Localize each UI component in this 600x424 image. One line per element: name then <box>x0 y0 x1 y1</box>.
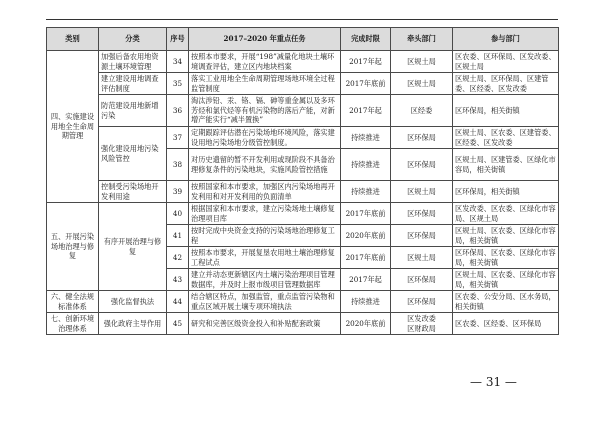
lead-cell: 区环保局 <box>391 149 453 181</box>
deadline-cell: 2017年起 <box>341 51 391 73</box>
deadline-cell: 2017年底前 <box>341 247 391 269</box>
table-row <box>47 51 559 73</box>
task-cell: 淘汰涉铅、汞、铬、镉、砷等重金属以及多环芳烃和氯代烃等有机污染物的落后产能，对新增产能实行“减半置换” <box>189 95 341 127</box>
header-lead: 牵头部门 <box>391 28 453 51</box>
row-number: 45 <box>167 313 189 335</box>
row-number: 37 <box>167 127 189 149</box>
row-number: 42 <box>167 247 189 269</box>
deadline-cell: 持续推进 <box>341 127 391 149</box>
participants-cell: 区规土局、区农委、区绿化市容局，相关街镇 <box>453 225 559 247</box>
deadline-cell: 2020年底前 <box>341 313 391 335</box>
task-table <box>46 27 559 335</box>
participants-cell: 区环保局，相关街镇 <box>453 181 559 203</box>
table-row <box>47 181 559 203</box>
lead-cell: 区环保局 <box>391 225 453 247</box>
header-task: 2017–2020 年重点任务 <box>189 28 341 51</box>
subcategory-cell: 建立建设用地调查评估制度 <box>99 73 167 95</box>
table-row <box>47 203 559 225</box>
subcategory-cell: 强化监督执法 <box>99 291 167 313</box>
lead-cell: 区发改委 区财政局 <box>391 313 453 335</box>
lead-cell: 区环保局 <box>391 203 453 225</box>
category-cell: 四、实施建设用地全生命周期管理 <box>47 51 99 203</box>
task-cell: 按照本市要求，开展“198”减量化地块土壤环境调查评估，建立区内地块档案 <box>189 51 341 73</box>
table-row <box>47 291 559 313</box>
lead-cell: 区环保局 <box>391 291 453 313</box>
participants-cell: 区环保局，相关街镇 <box>453 95 559 127</box>
task-cell: 按照国家和本市要求，加强区内污染场地再开发利用和对开发利用的负面清单 <box>189 181 341 203</box>
header-category: 类别 <box>47 28 99 51</box>
category-cell: 七、创新环境治理体系 <box>47 313 99 335</box>
row-number: 36 <box>167 95 189 127</box>
top-rule <box>46 19 558 20</box>
task-cell: 定期跟踪评估潜在污染场地环境风险，落实建设用地污染场地分级管控制度。 <box>189 127 341 149</box>
header-no: 序号 <box>167 28 189 51</box>
lead-cell: 区规土局 <box>391 73 453 95</box>
header-deadline: 完成时限 <box>341 28 391 51</box>
subcategory-cell: 有序开展治理与修复 <box>99 203 167 291</box>
participants-cell: 区规土局、区农委、区绿化市容局，相关街镇 <box>453 269 559 291</box>
subcategory-cell: 防范建设用地新增污染 <box>99 95 167 127</box>
category-cell: 五、开展污染场地治理与修复 <box>47 203 99 291</box>
participants-cell: 区农委、区环保局、区发改委、区规土局 <box>453 51 559 73</box>
task-cell: 按照本市要求，开展复垦农用地土壤治理修复工程试点 <box>189 247 341 269</box>
task-cell: 根据国家和本市要求，建立污染场地土壤修复治理项目库 <box>189 203 341 225</box>
table-row <box>47 95 559 127</box>
table-row <box>47 127 559 149</box>
lead-cell: 区经委 <box>391 95 453 127</box>
task-cell: 对历史遗留的暂不开发利用或现阶段不具备治理修复条件的污染地块，实施风险管控措施 <box>189 149 341 181</box>
row-number: 38 <box>167 149 189 181</box>
row-number: 39 <box>167 181 189 203</box>
task-cell: 结合辖区特点，加强监管，重点监管污染物和重点区域开展土壤专项环境执法 <box>189 291 341 313</box>
deadline-cell: 2017年底前 <box>341 203 391 225</box>
deadline-cell: 持续推进 <box>341 149 391 181</box>
deadline-cell: 2020年底前 <box>341 225 391 247</box>
category-cell: 六、健全法规标准体系 <box>47 291 99 313</box>
participants-cell: 区环保局、区农委、区绿化市容局，相关街镇 <box>453 247 559 269</box>
participants-cell: 区农委、区经委、区环保局 <box>453 313 559 335</box>
deadline-cell: 持续推进 <box>341 181 391 203</box>
lead-cell: 区规土局 <box>391 51 453 73</box>
row-number: 34 <box>167 51 189 73</box>
deadline-cell: 2017年起 <box>341 269 391 291</box>
lead-cell: 区环保局 <box>391 127 453 149</box>
task-cell: 落实工业用地全生命周期管理场地环境全过程监管制度 <box>189 73 341 95</box>
row-number: 41 <box>167 225 189 247</box>
header-participants: 参与部门 <box>453 28 559 51</box>
deadline-cell: 2017年起 <box>341 95 391 127</box>
row-number: 43 <box>167 269 189 291</box>
participants-cell: 区发改委、区农委、区绿化市容局、区规土局 <box>453 203 559 225</box>
table-row <box>47 73 559 95</box>
table-header-row <box>47 28 559 51</box>
participants-cell: 区规土局、区农委、区建管委、区经委、区发改委 <box>453 127 559 149</box>
task-cell: 按时完成中央资金支持的污染场地治理修复工程 <box>189 225 341 247</box>
deadline-cell: 持续推进 <box>341 291 391 313</box>
table-row <box>47 313 559 335</box>
subcategory-cell: 加强后备农用地资源土壤环境管理 <box>99 51 167 73</box>
lead-cell: 区规土局 <box>391 181 453 203</box>
subcategory-cell: 控制受污染场地开发利用途 <box>99 181 167 203</box>
deadline-cell: 2017年底前 <box>341 73 391 95</box>
header-subcategory: 分类 <box>99 28 167 51</box>
page-number: — 31 — <box>470 375 517 389</box>
lead-cell: 区环保局 <box>391 269 453 291</box>
participants-cell: 区规土局、区建管委、区绿化市容局，相关街镇 <box>453 149 559 181</box>
subcategory-cell: 强化政府主导作用 <box>99 313 167 335</box>
row-number: 44 <box>167 291 189 313</box>
participants-cell: 区规土局、区环保局、区建管委、区经委、区发改委 <box>453 73 559 95</box>
task-cell: 研究和完善区级资金投入和补贴配套政策 <box>189 313 341 335</box>
row-number: 35 <box>167 73 189 95</box>
row-number: 40 <box>167 203 189 225</box>
subcategory-cell: 强化建设用地污染风险管控 <box>99 127 167 181</box>
task-cell: 建立并动态更新辖区内土壤污染治理项目管理数据库，并及时上报市级项目管理数据库 <box>189 269 341 291</box>
lead-cell: 区规土局 <box>391 247 453 269</box>
participants-cell: 区农委、公安分局、区水务局，相关街镇 <box>453 291 559 313</box>
